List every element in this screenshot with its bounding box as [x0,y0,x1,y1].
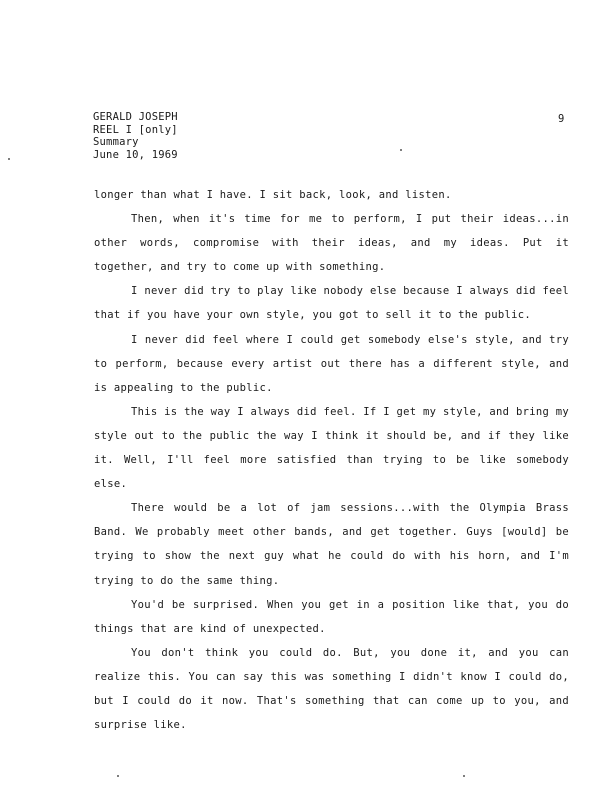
scan-speck [8,158,10,160]
paragraph: Then, when it's time for me to perform, I put their ideas...in other words, compromise with their ideas, and my ideas. Put it together, and try to come up with something. [94,213,569,274]
scan-speck [117,775,119,777]
reel-label: REEL I [only] [93,123,178,136]
page-number: 9 [558,113,565,125]
interviewee-name: GERALD JOSEPH [93,111,178,123]
paragraph: You'd be surprised. When you get in a position like that, you do things that are kind of unexpected. [94,598,569,635]
paragraph: There would be a lot of jam sessions...with the Olympia Brass Band. We probably meet other bands, and get together. Guys [would] be trying to show the next guy what he could do with his horn, and I'm trying to do the same thing. [94,502,569,587]
document-type: Summary [93,136,139,148]
document-header [93,111,178,161]
paragraph: I never did feel where I could get somebody else's style, and try to perform, because every artist out there has a different style, and is appealing to the public. [94,333,569,394]
paragraph: You don't think you could do. But, you done it, and you can realize this. You can say this was something I didn't know I could do, but I could do it now. That's something that can come up to you, and surprise like. [94,646,569,732]
paragraph: I never did try to play like nobody else because I always did feel that if you have your own style, you got to sell it to the public. [94,285,569,322]
summary-body [94,183,569,737]
paragraph: longer than what I have. I sit back, look, and listen. [94,189,452,201]
scan-speck [463,775,465,777]
interview-date: June 10, 1969 [93,148,178,161]
paragraph: This is the way I always did feel. If I get my style, and bring my style out to the public the way I think it should be, and if they like it. Well, I'll feel more satisfied than trying to be like somebody else. [94,405,569,491]
scan-speck [400,149,402,151]
